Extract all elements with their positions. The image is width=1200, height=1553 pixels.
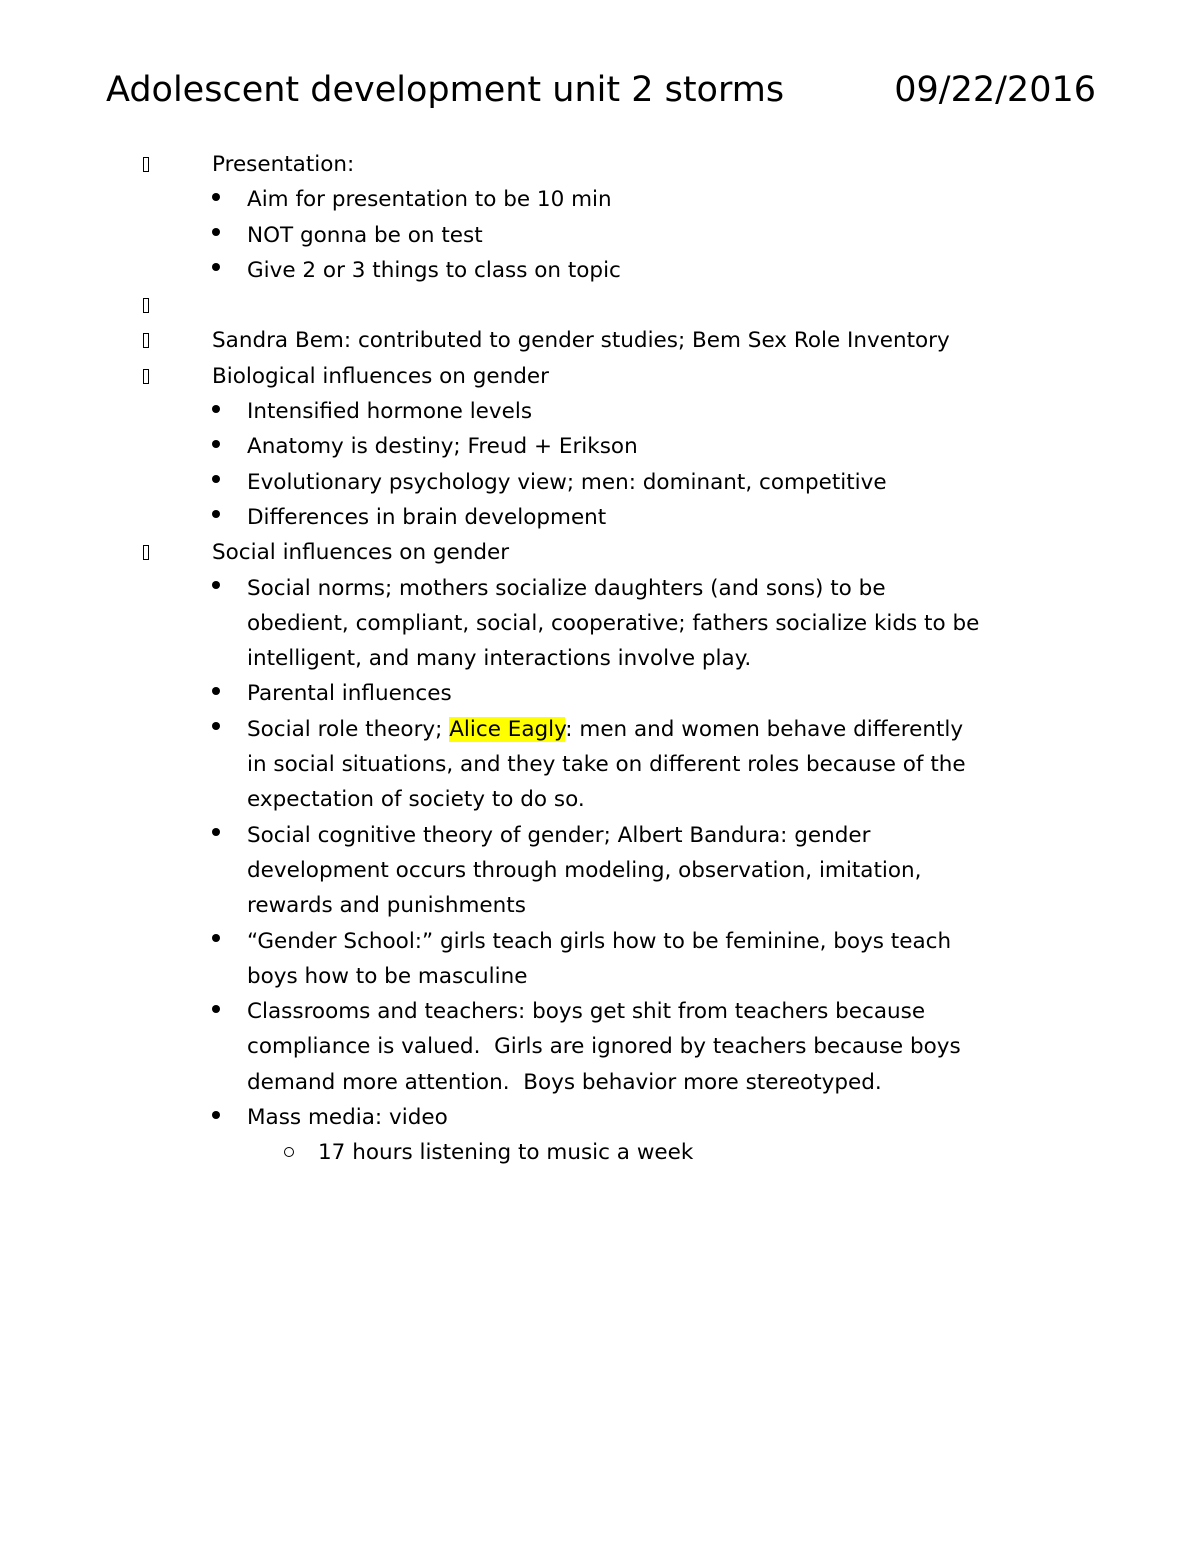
- list-item-continuation: [0, 888, 1200, 923]
- list-item: [0, 500, 1200, 535]
- bullet-text: Classrooms and teachers: boys get shit from teachers because: [247, 999, 926, 1025]
- list-item: [0, 465, 1200, 500]
- role-theory-suffix: : men and women behave differently: [565, 716, 964, 742]
- bullet-text: “Gender School:” girls teach girls how to be feminine, boys teach: [247, 928, 952, 954]
- document-title: Adolescent development unit 2 storms: [106, 70, 785, 110]
- missing-glyph-box-icon: [143, 288, 155, 323]
- list-item: [0, 147, 1200, 182]
- bullet-text: Mass media: video: [247, 1105, 448, 1131]
- role-theory-prefix: Social role theory;: [247, 716, 450, 742]
- list-item: [0, 994, 1200, 1029]
- list-item: [0, 924, 1200, 959]
- bullet-text: compliance is valued. Girls are ignored by teachers because boys: [247, 1034, 961, 1060]
- list-item: [0, 359, 1200, 394]
- list-item: [0, 571, 1200, 606]
- bullet-text: Evolutionary psychology view; men: dominant, competitive: [247, 469, 887, 495]
- bem-note: Sandra Bem: contributed to gender studies; Bem Sex Role Inventory: [212, 328, 950, 354]
- list-item: [0, 818, 1200, 853]
- bullet-text: obedient, compliant, social, cooperative; fathers socialize kids to be: [247, 610, 980, 636]
- list-item-empty: [0, 288, 1200, 323]
- filled-bullet-icon: [212, 218, 224, 253]
- list-item-continuation: [0, 853, 1200, 888]
- missing-glyph-box-icon: [143, 359, 155, 394]
- bullet-text: Social cognitive theory of gender; Albert Bandura: gender: [247, 822, 871, 848]
- bullet-text: rewards and punishments: [247, 893, 526, 919]
- filled-bullet-icon: [212, 1100, 224, 1135]
- missing-glyph-box-icon: [143, 323, 155, 358]
- bullet-text: NOT gonna be on test: [247, 222, 483, 248]
- bullet-text: Intensified hormone levels: [247, 399, 533, 425]
- list-item: [0, 1100, 1200, 1135]
- section-heading-presentation: Presentation:: [212, 152, 355, 177]
- filled-bullet-icon: [212, 994, 224, 1029]
- list-item-continuation: [0, 1029, 1200, 1064]
- bullet-text: Anatomy is destiny; Freud + Erikson: [247, 434, 638, 460]
- bullet-text: Parental influences: [247, 681, 452, 707]
- document-date: 09/22/2016: [894, 70, 1096, 110]
- section-heading-biological: Biological influences on gender: [212, 363, 549, 389]
- filled-bullet-icon: [212, 465, 224, 500]
- list-item: [0, 535, 1200, 570]
- list-item-continuation: [0, 641, 1200, 676]
- list-item-continuation: [0, 782, 1200, 817]
- bullet-text: Aim for presentation to be 10 min: [247, 187, 612, 213]
- bullet-text: [247, 712, 963, 747]
- list-item-continuation: [0, 959, 1200, 994]
- filled-bullet-icon: [212, 924, 224, 959]
- list-item: [0, 712, 1200, 747]
- list-item-continuation: [0, 747, 1200, 782]
- filled-bullet-icon: [212, 500, 224, 535]
- section-heading-social: Social influences on gender: [212, 540, 510, 566]
- list-item: [0, 323, 1200, 358]
- missing-glyph-box-icon: [143, 535, 155, 570]
- filled-bullet-icon: [212, 394, 224, 429]
- list-item: [0, 218, 1200, 253]
- list-item: [0, 182, 1200, 217]
- list-item-continuation: [0, 1065, 1200, 1100]
- bullet-text: Social norms; mothers socialize daughters (and sons) to be: [247, 575, 886, 601]
- sub-bullet-text: 17 hours listening to music a week: [318, 1140, 694, 1166]
- filled-bullet-icon: [212, 253, 224, 288]
- filled-bullet-icon: [212, 676, 224, 711]
- bullet-text: demand more attention. Boys behavior more stereotyped.: [247, 1069, 882, 1095]
- filled-bullet-icon: [212, 182, 224, 217]
- notes-list: [0, 147, 1200, 1171]
- list-item-subitem: [0, 1135, 1200, 1170]
- bullet-text: in social situations, and they take on different roles because of the: [247, 752, 966, 778]
- bullet-text: boys how to be masculine: [247, 963, 528, 989]
- highlighted-name: Alice Eagly: [449, 716, 566, 742]
- bullet-text: expectation of society to do so.: [247, 787, 585, 813]
- list-item-continuation: [0, 606, 1200, 641]
- bullet-text: Differences in brain development: [247, 504, 607, 530]
- document-header: [106, 70, 1096, 120]
- list-item: [0, 253, 1200, 288]
- filled-bullet-icon: [212, 712, 224, 747]
- bullet-text: Give 2 or 3 things to class on topic: [247, 257, 621, 283]
- list-item: [0, 394, 1200, 429]
- hollow-circle-bullet-icon: [284, 1135, 298, 1170]
- filled-bullet-icon: [212, 571, 224, 606]
- filled-bullet-icon: [212, 429, 224, 464]
- list-item: [0, 676, 1200, 711]
- bullet-text: intelligent, and many interactions involve play.: [247, 646, 752, 672]
- list-item: [0, 429, 1200, 464]
- bullet-text: development occurs through modeling, observation, imitation,: [247, 857, 922, 883]
- filled-bullet-icon: [212, 818, 224, 853]
- missing-glyph-box-icon: [143, 147, 155, 182]
